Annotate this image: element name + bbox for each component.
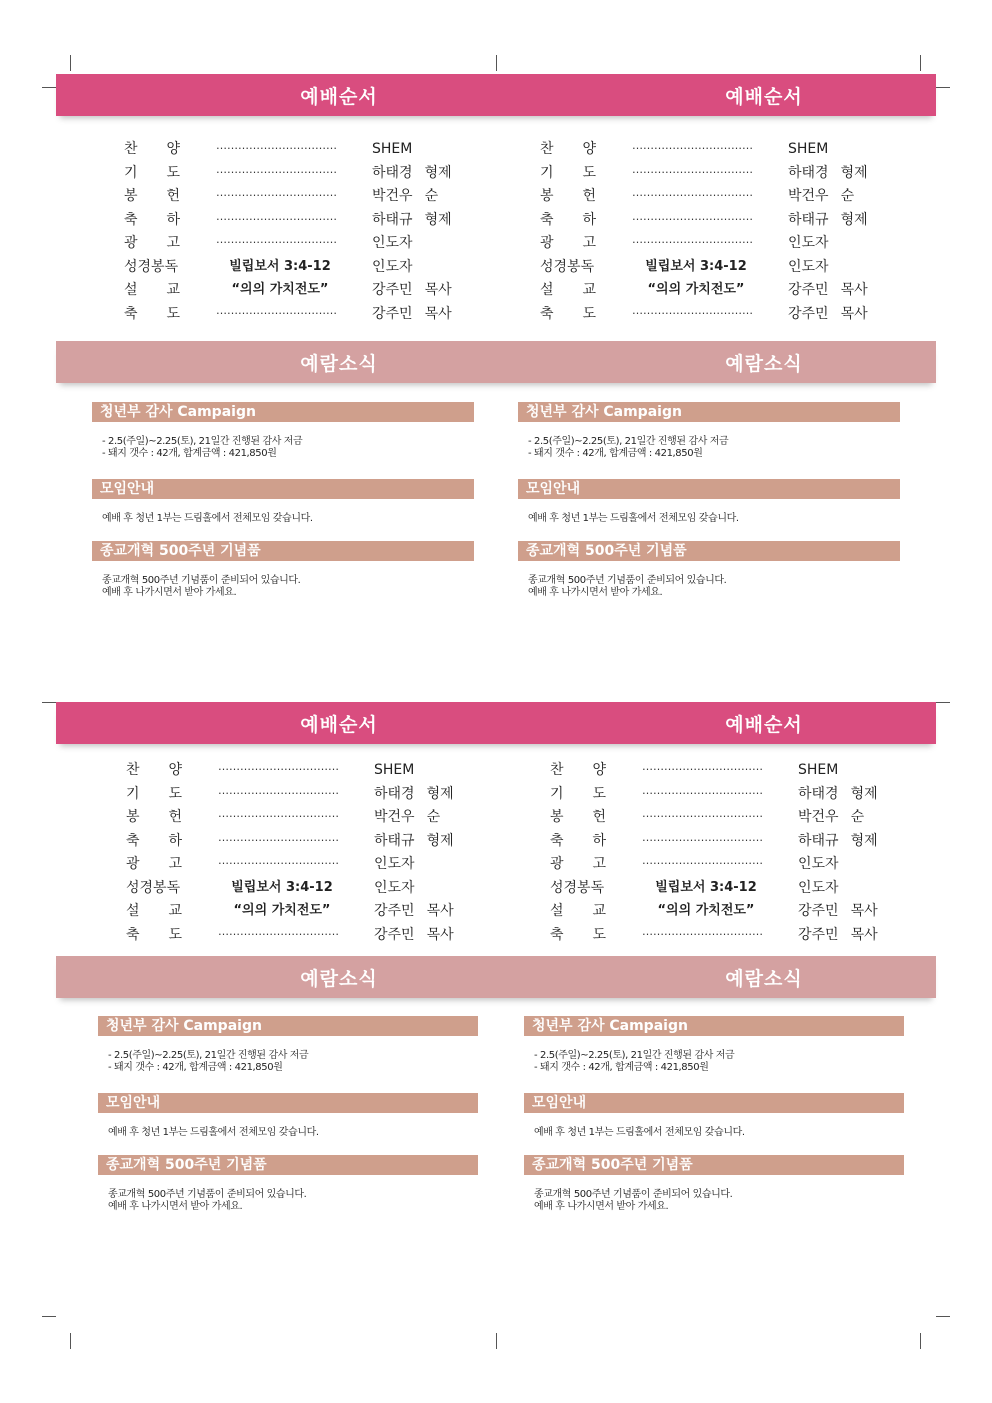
order-person bbox=[374, 853, 415, 875]
person-role: 순 bbox=[426, 809, 441, 825]
person-name: 강주민 bbox=[374, 926, 415, 943]
leader-dots: …………………………… bbox=[642, 760, 763, 773]
news-heading: 청년부 감사 Campaign bbox=[524, 1016, 904, 1036]
worship-order-row bbox=[540, 209, 870, 231]
worship-order-row bbox=[124, 303, 454, 325]
news-text bbox=[528, 575, 726, 599]
order-label-char: 도 bbox=[582, 164, 596, 181]
order-label-char: 봉 bbox=[124, 188, 138, 204]
order-person bbox=[374, 924, 454, 946]
order-label bbox=[550, 830, 606, 852]
person-name: 인도자 bbox=[798, 856, 839, 872]
worship-order-row bbox=[540, 256, 870, 278]
order-label-char: 하 bbox=[166, 211, 180, 228]
order-person bbox=[372, 303, 452, 325]
leader-dots: …………………………… bbox=[216, 186, 337, 199]
person-role: 목사 bbox=[840, 282, 868, 298]
order-label-char: 축 bbox=[550, 926, 564, 943]
news-heading: 모임안내 bbox=[98, 1093, 478, 1113]
person-role: 순 bbox=[840, 188, 855, 204]
news-heading: 종교개혁 500주년 기념품 bbox=[92, 541, 474, 561]
worship-order-row bbox=[540, 185, 870, 207]
order-label bbox=[540, 209, 596, 231]
order-label-char: 고 bbox=[582, 235, 596, 251]
person-name: 인도자 bbox=[788, 235, 829, 251]
order-label bbox=[126, 830, 182, 852]
news-text bbox=[102, 575, 300, 599]
order-label bbox=[540, 185, 596, 207]
news-line: 예배 후 청년 1부는 드림홀에서 전체모임 갖습니다. bbox=[108, 1127, 319, 1138]
news-line: 예배 후 나가시면서 받아 가세요. bbox=[534, 1201, 669, 1212]
order-label-char: 교 bbox=[592, 903, 606, 919]
worship-order-row bbox=[550, 900, 880, 922]
order-label-char: 기 bbox=[550, 785, 564, 802]
person-name: 박건우 bbox=[372, 188, 413, 204]
news-line: - 돼지 갯수 : 42개, 합계금액 : 421,850원 bbox=[528, 448, 703, 459]
worship-order-row bbox=[550, 853, 880, 875]
order-label-char: 양 bbox=[592, 762, 606, 778]
order-label-char: 축 bbox=[124, 211, 138, 228]
order-person bbox=[788, 303, 868, 325]
leader-dots: …………………………… bbox=[642, 924, 763, 938]
news-line: - 2.5(주일)~2.25(토), 21일간 진행된 감사 저금 bbox=[528, 436, 729, 447]
worship-order-row bbox=[540, 232, 870, 254]
order-label-char: 봉 bbox=[550, 809, 564, 825]
worship-order-row bbox=[126, 759, 456, 781]
leader-dots: …………………………… bbox=[642, 783, 763, 797]
order-person bbox=[798, 830, 878, 852]
worship-order-row bbox=[540, 303, 870, 325]
order-label bbox=[550, 900, 606, 922]
order-label-char: 광 bbox=[124, 235, 138, 251]
order-label bbox=[124, 279, 180, 301]
order-label bbox=[126, 900, 182, 922]
worship-order-row bbox=[126, 783, 456, 805]
order-label-char: 기 bbox=[124, 164, 138, 181]
worship-order-row bbox=[126, 806, 456, 828]
news-heading: 모임안내 bbox=[524, 1093, 904, 1113]
order-person bbox=[798, 924, 878, 946]
news-heading: 청년부 감사 Campaign bbox=[518, 402, 900, 422]
order-person bbox=[798, 759, 838, 781]
order-label-char: 광 bbox=[540, 235, 554, 251]
order-label bbox=[126, 924, 182, 946]
person-role: 목사 bbox=[424, 305, 452, 322]
leader-dots: …………………………… bbox=[216, 139, 337, 152]
worship-title: 예배순서 bbox=[300, 714, 378, 736]
news-text bbox=[108, 1050, 308, 1074]
worship-order-row bbox=[126, 877, 456, 899]
worship-title: 예배순서 bbox=[725, 714, 803, 736]
leader-dots: …………………………… bbox=[218, 854, 339, 867]
order-label-char: 축 bbox=[540, 211, 554, 228]
order-label: 성경봉독 bbox=[126, 879, 181, 896]
news-text bbox=[102, 436, 302, 460]
order-label-char: 교 bbox=[168, 903, 182, 919]
order-label bbox=[550, 806, 606, 828]
person-name: 하태경 bbox=[798, 785, 839, 802]
order-person bbox=[374, 783, 454, 805]
leader-dots: …………………………… bbox=[216, 209, 337, 223]
order-person bbox=[374, 830, 454, 852]
order-person bbox=[788, 232, 829, 254]
order-person bbox=[372, 279, 452, 301]
order-label: 성경봉독 bbox=[540, 258, 595, 275]
order-detail: “의의 가치전도” bbox=[231, 282, 329, 297]
order-label-char: 하 bbox=[168, 832, 182, 849]
worship-order-row bbox=[550, 924, 880, 946]
worship-order-row bbox=[540, 279, 870, 301]
leader-dots: …………………………… bbox=[642, 830, 763, 844]
person-name: 인도자 bbox=[374, 856, 415, 872]
person-role: 목사 bbox=[426, 903, 454, 919]
news-heading: 종교개혁 500주년 기념품 bbox=[518, 541, 900, 561]
order-label-char: 기 bbox=[126, 785, 140, 802]
person-role: 형제 bbox=[424, 211, 452, 228]
worship-title: 예배순서 bbox=[725, 86, 803, 108]
news-heading: 청년부 감사 Campaign bbox=[98, 1016, 478, 1036]
order-person bbox=[372, 232, 413, 254]
worship-order-row bbox=[540, 162, 870, 184]
order-detail: “의의 가치전도” bbox=[657, 903, 755, 918]
person-role: 목사 bbox=[424, 282, 452, 298]
order-label bbox=[124, 232, 180, 254]
leader-dots: …………………………… bbox=[216, 162, 337, 176]
order-label bbox=[540, 303, 596, 325]
order-detail: 빌립보서 3:4-12 bbox=[655, 879, 757, 895]
person-role: 목사 bbox=[840, 305, 868, 322]
person-role: 형제 bbox=[426, 785, 454, 802]
order-label bbox=[550, 853, 606, 875]
person-role: 형제 bbox=[840, 211, 868, 228]
worship-order-row bbox=[126, 924, 456, 946]
leader-dots: …………………………… bbox=[218, 830, 339, 844]
person-name: 하태규 bbox=[372, 211, 413, 228]
order-label bbox=[126, 806, 182, 828]
order-label-char: 설 bbox=[124, 282, 138, 298]
order-label-char: 찬 bbox=[540, 141, 554, 157]
news-text bbox=[528, 513, 739, 525]
order-label-char: 도 bbox=[592, 785, 606, 802]
order-person bbox=[798, 877, 839, 899]
person-name: 강주민 bbox=[374, 903, 415, 919]
order-label-char: 고 bbox=[592, 856, 606, 872]
order-label bbox=[550, 759, 606, 781]
worship-title: 예배순서 bbox=[300, 86, 378, 108]
worship-order-row bbox=[126, 853, 456, 875]
news-line: 예배 후 나가시면서 받아 가세요. bbox=[108, 1201, 243, 1212]
order-label: 성경봉독 bbox=[124, 258, 179, 275]
leader-dots: …………………………… bbox=[632, 162, 753, 176]
news-text bbox=[534, 1189, 732, 1213]
worship-order-row bbox=[124, 232, 454, 254]
worship-order-row bbox=[124, 279, 454, 301]
order-label bbox=[124, 303, 180, 325]
order-label bbox=[124, 138, 180, 160]
worship-order-row bbox=[126, 900, 456, 922]
person-name: 박건우 bbox=[788, 188, 829, 204]
order-label-char: 교 bbox=[582, 282, 596, 298]
news-line: 종교개혁 500주년 기념품이 준비되어 있습니다. bbox=[108, 1189, 307, 1200]
news-line: - 돼지 갯수 : 42개, 합계금액 : 421,850원 bbox=[534, 1062, 709, 1073]
worship-banner bbox=[56, 74, 936, 116]
order-person bbox=[798, 783, 878, 805]
person-name: 강주민 bbox=[372, 282, 413, 298]
person-role: 목사 bbox=[426, 926, 454, 943]
person-name: 인도자 bbox=[374, 879, 415, 896]
leader-dots: …………………………… bbox=[218, 924, 339, 938]
person-role: 목사 bbox=[850, 903, 878, 919]
order-label bbox=[124, 162, 180, 184]
news-banner bbox=[56, 956, 936, 998]
worship-order-row bbox=[550, 877, 880, 899]
person-name: 하태규 bbox=[788, 211, 829, 228]
order-label-char: 도 bbox=[168, 785, 182, 802]
person-name: 하태경 bbox=[374, 785, 415, 802]
person-role: 형제 bbox=[850, 785, 878, 802]
person-role: 형제 bbox=[426, 832, 454, 849]
order-label-char: 기 bbox=[540, 164, 554, 181]
order-label-char: 도 bbox=[582, 305, 596, 322]
news-line: 예배 후 나가시면서 받아 가세요. bbox=[102, 587, 237, 598]
leader-dots: …………………………… bbox=[218, 807, 339, 820]
order-label-char: 헌 bbox=[166, 188, 180, 204]
person-name: SHEM bbox=[788, 141, 829, 157]
person-name: 하태규 bbox=[374, 832, 415, 849]
order-label bbox=[124, 185, 180, 207]
news-line: 예배 후 청년 1부는 드림홀에서 전체모임 갖습니다. bbox=[528, 513, 739, 524]
person-role: 순 bbox=[850, 809, 865, 825]
order-label: 성경봉독 bbox=[550, 879, 605, 896]
person-name: SHEM bbox=[372, 141, 413, 157]
leader-dots: …………………………… bbox=[642, 854, 763, 867]
worship-order-row bbox=[124, 185, 454, 207]
order-person bbox=[372, 138, 412, 160]
order-label-char: 설 bbox=[126, 903, 140, 919]
order-label bbox=[550, 783, 606, 805]
order-label-char: 헌 bbox=[168, 809, 182, 825]
order-person bbox=[798, 853, 839, 875]
order-person bbox=[798, 806, 864, 828]
leader-dots: …………………………… bbox=[642, 807, 763, 820]
person-name: 인도자 bbox=[798, 879, 839, 896]
order-label-char: 도 bbox=[166, 305, 180, 322]
leader-dots: …………………………… bbox=[632, 303, 753, 317]
order-label bbox=[124, 209, 180, 231]
person-name: 강주민 bbox=[788, 282, 829, 298]
worship-order-row bbox=[124, 138, 454, 160]
order-person bbox=[788, 209, 868, 231]
news-heading: 종교개혁 500주년 기념품 bbox=[98, 1155, 478, 1175]
person-name: 박건우 bbox=[374, 809, 415, 825]
person-name: SHEM bbox=[798, 762, 839, 778]
order-person bbox=[372, 256, 413, 278]
news-title: 예람소식 bbox=[300, 353, 378, 375]
order-person bbox=[372, 209, 452, 231]
person-name: 강주민 bbox=[798, 903, 839, 919]
news-line: - 2.5(주일)~2.25(토), 21일간 진행된 감사 저금 bbox=[108, 1050, 309, 1061]
news-line: 예배 후 나가시면서 받아 가세요. bbox=[528, 587, 663, 598]
news-text bbox=[108, 1127, 319, 1139]
news-title: 예람소식 bbox=[725, 968, 803, 990]
order-label-char: 양 bbox=[168, 762, 182, 778]
order-person bbox=[374, 877, 415, 899]
news-text bbox=[102, 513, 313, 525]
news-line: - 2.5(주일)~2.25(토), 21일간 진행된 감사 저금 bbox=[102, 436, 303, 447]
order-label-char: 양 bbox=[166, 141, 180, 157]
news-line: - 돼지 갯수 : 42개, 합계금액 : 421,850원 bbox=[108, 1062, 283, 1073]
order-label-char: 하 bbox=[592, 832, 606, 849]
order-label-char: 양 bbox=[582, 141, 596, 157]
order-detail: “의의 가치전도” bbox=[233, 903, 331, 918]
leader-dots: …………………………… bbox=[216, 303, 337, 317]
person-name: 하태경 bbox=[788, 164, 829, 181]
news-banner bbox=[56, 341, 936, 383]
order-person bbox=[788, 256, 829, 278]
person-role: 형제 bbox=[840, 164, 868, 181]
order-label-char: 설 bbox=[550, 903, 564, 919]
leader-dots: …………………………… bbox=[632, 139, 753, 152]
person-name: 하태규 bbox=[798, 832, 839, 849]
person-name: 인도자 bbox=[788, 258, 829, 275]
worship-order-row bbox=[550, 783, 880, 805]
order-person bbox=[374, 759, 414, 781]
order-label-char: 축 bbox=[540, 305, 554, 322]
news-line: 예배 후 청년 1부는 드림홀에서 전체모임 갖습니다. bbox=[534, 1127, 745, 1138]
news-text bbox=[108, 1189, 306, 1213]
news-heading: 청년부 감사 Campaign bbox=[92, 402, 474, 422]
news-title: 예람소식 bbox=[300, 968, 378, 990]
news-line: 예배 후 청년 1부는 드림홀에서 전체모임 갖습니다. bbox=[102, 513, 313, 524]
leader-dots: …………………………… bbox=[632, 209, 753, 223]
order-label-char: 고 bbox=[168, 856, 182, 872]
worship-order-row bbox=[124, 256, 454, 278]
order-label-char: 봉 bbox=[126, 809, 140, 825]
order-label-char: 축 bbox=[124, 305, 138, 322]
order-label-char: 축 bbox=[126, 926, 140, 943]
leader-dots: …………………………… bbox=[218, 760, 339, 773]
person-role: 순 bbox=[424, 188, 439, 204]
person-name: 강주민 bbox=[798, 926, 839, 943]
order-label bbox=[540, 232, 596, 254]
person-name: 인도자 bbox=[372, 258, 413, 275]
news-heading: 종교개혁 500주년 기념품 bbox=[524, 1155, 904, 1175]
leader-dots: …………………………… bbox=[632, 186, 753, 199]
order-person bbox=[788, 279, 868, 301]
worship-order-row bbox=[126, 830, 456, 852]
worship-order-row bbox=[124, 162, 454, 184]
order-label-char: 축 bbox=[550, 832, 564, 849]
order-label-char: 도 bbox=[592, 926, 606, 943]
person-name: SHEM bbox=[374, 762, 415, 778]
news-line: - 2.5(주일)~2.25(토), 21일간 진행된 감사 저금 bbox=[534, 1050, 735, 1061]
order-label-char: 광 bbox=[126, 856, 140, 872]
order-label-char: 찬 bbox=[550, 762, 564, 778]
order-label-char: 찬 bbox=[124, 141, 138, 157]
news-text bbox=[534, 1050, 734, 1074]
order-label-char: 고 bbox=[166, 235, 180, 251]
person-name: 강주민 bbox=[372, 305, 413, 322]
worship-order-row bbox=[550, 806, 880, 828]
order-person bbox=[798, 900, 878, 922]
news-heading: 모임안내 bbox=[92, 479, 474, 499]
order-label bbox=[540, 279, 596, 301]
order-person bbox=[788, 138, 828, 160]
person-role: 형제 bbox=[850, 832, 878, 849]
news-title: 예람소식 bbox=[725, 353, 803, 375]
order-detail: 빌립보서 3:4-12 bbox=[645, 258, 747, 274]
news-line: - 돼지 갯수 : 42개, 합계금액 : 421,850원 bbox=[102, 448, 277, 459]
order-label-char: 봉 bbox=[540, 188, 554, 204]
news-line: 종교개혁 500주년 기념품이 준비되어 있습니다. bbox=[102, 575, 301, 586]
order-label-char: 설 bbox=[540, 282, 554, 298]
order-label bbox=[550, 924, 606, 946]
person-name: 박건우 bbox=[798, 809, 839, 825]
order-label bbox=[126, 759, 182, 781]
order-person bbox=[788, 185, 854, 207]
worship-order-row bbox=[540, 138, 870, 160]
order-person bbox=[374, 900, 454, 922]
order-person bbox=[372, 185, 438, 207]
order-label-char: 축 bbox=[126, 832, 140, 849]
order-detail: 빌립보서 3:4-12 bbox=[229, 258, 331, 274]
order-label-char: 교 bbox=[166, 282, 180, 298]
worship-order-row bbox=[550, 830, 880, 852]
news-line: 종교개혁 500주년 기념품이 준비되어 있습니다. bbox=[534, 1189, 733, 1200]
worship-banner bbox=[56, 702, 936, 744]
order-label-char: 하 bbox=[582, 211, 596, 228]
order-label bbox=[126, 783, 182, 805]
order-label bbox=[540, 162, 596, 184]
order-detail: 빌립보서 3:4-12 bbox=[231, 879, 333, 895]
order-label bbox=[126, 853, 182, 875]
order-label-char: 도 bbox=[166, 164, 180, 181]
order-label-char: 헌 bbox=[582, 188, 596, 204]
person-name: 하태경 bbox=[372, 164, 413, 181]
leader-dots: …………………………… bbox=[218, 783, 339, 797]
order-person bbox=[788, 162, 868, 184]
person-role: 목사 bbox=[850, 926, 878, 943]
order-person bbox=[372, 162, 452, 184]
leader-dots: …………………………… bbox=[216, 233, 337, 246]
order-label-char: 헌 bbox=[592, 809, 606, 825]
news-text bbox=[528, 436, 728, 460]
person-name: 인도자 bbox=[372, 235, 413, 251]
order-label bbox=[540, 138, 596, 160]
order-label-char: 도 bbox=[168, 926, 182, 943]
order-label-char: 찬 bbox=[126, 762, 140, 778]
order-label-char: 광 bbox=[550, 856, 564, 872]
person-role: 형제 bbox=[424, 164, 452, 181]
worship-order-row bbox=[124, 209, 454, 231]
news-heading: 모임안내 bbox=[518, 479, 900, 499]
leader-dots: …………………………… bbox=[632, 233, 753, 246]
worship-order-row bbox=[550, 759, 880, 781]
person-name: 강주민 bbox=[788, 305, 829, 322]
order-person bbox=[374, 806, 440, 828]
order-detail: “의의 가치전도” bbox=[647, 282, 745, 297]
news-text bbox=[534, 1127, 745, 1139]
news-line: 종교개혁 500주년 기념품이 준비되어 있습니다. bbox=[528, 575, 727, 586]
